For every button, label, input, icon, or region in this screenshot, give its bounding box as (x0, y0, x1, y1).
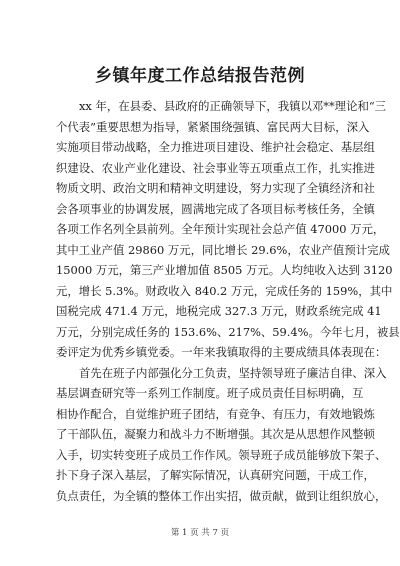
body-line-1: xx 年，在县委、县政府的正确领导下，我镇以邓**理论和“三 (79, 99, 387, 113)
body-line-14: 首先在班子内部强化分工负责，坚持领导班子廉洁自律、深入 (79, 365, 387, 380)
body-line-20: 负点责任，为全镇的整体工作出实招，做贡献，做到让组织放心， (56, 488, 387, 503)
body-line-5: 物质文明、政治文明和精神文明建设，努力实现了全镇经济和社 (56, 181, 375, 195)
document-body (56, 96, 400, 506)
body-line-19: 扑下身子深入基层，了解实际情况，认真研究问题，干成工作， (56, 468, 375, 482)
document-title: 乡镇年度工作总结报告范例 (95, 66, 305, 86)
body-line-15: 基层调查研究等一系列工作制度。班子成员责任目标明确，互 (56, 386, 364, 400)
page-number-footer: 第 1 页 共 7 页 (170, 528, 230, 538)
body-line-7: 各项工作名列全县前列。全年预计实现社会总产值 47000 万元， (56, 222, 385, 236)
body-line-18: 入手，切实转变班子成员工作作风。领导班子成员能够放下架子、 (56, 447, 387, 462)
body-line-16: 相协作配合，自觉维护班子团结，有竞争、有压力，有效地锻炼 (56, 406, 375, 421)
body-line-10: 元，增长 5.3%。财政收入 840.2 万元，完成任务的 159%，其中 (56, 283, 393, 298)
body-line-2: 个代表”重要思想为指导，紧紧围绕强镇、富民两大目标，深入 (56, 119, 370, 134)
body-line-12: 万元，分别完成任务的 153.6%、217%、59.4%。今年七月，被县 (56, 324, 400, 339)
body-line-4: 织建设、农业产业化建设、社会事业等五项重点工作，扎实推进 (56, 160, 375, 175)
body-line-13: 委评定为优秀乡镇党委。一年来我镇取得的主要成绩具体表现在： (56, 345, 387, 359)
body-line-8: 其中工业产值 29860 万元，同比增长 29.6%，农业产值预计完成 (56, 242, 390, 257)
body-line-17: 了干部队伍，凝聚力和战斗力不断增强。其次是从思想作风整顿 (56, 427, 375, 441)
body-line-6: 会各项事业的协调发展，圆满地完成了各项目标考核任务，全镇 (56, 201, 375, 216)
body-line-9: 15000 万元，第三产业增加值 8505 万元。人均纯收入达到 3120 (56, 263, 393, 277)
body-line-11: 国税完成 471.4 万元，地税完成 327.3 万元，财政系统完成 41 (56, 304, 382, 318)
body-line-3: 实施项目带动战略，全力推进项目建设、维护社会稳定、基层组 (56, 140, 375, 154)
